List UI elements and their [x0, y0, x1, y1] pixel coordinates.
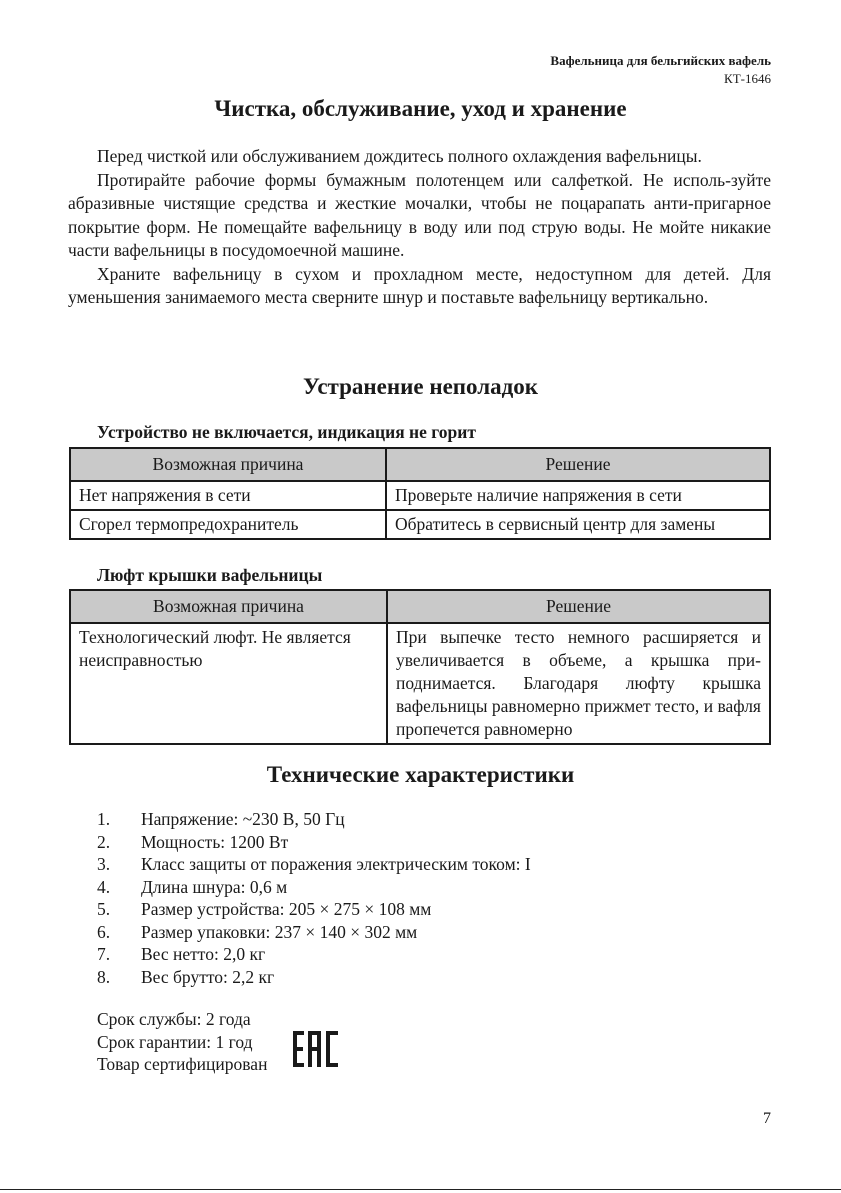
item-number: 1.: [97, 809, 111, 829]
warranty-period: Срок гарантии: 1 год: [97, 1031, 253, 1052]
bottom-divider: [0, 1189, 841, 1190]
item-number: 7.: [97, 944, 111, 964]
table-row: [70, 481, 770, 510]
item-text: Мощность: 1200 Вт: [141, 831, 289, 852]
service-info: [97, 1008, 267, 1076]
item-text: Вес нетто: 2,0 кг: [141, 944, 266, 964]
list-item: [97, 966, 531, 989]
care-text: [68, 145, 771, 310]
solution-cell: При выпечке тесто немного расширяется и увеличивается в объеме, а крышка при-поднимается. Благодаря люфту крышка вафельницы равномерно прижмет тесто, и вафля пропечется равномерно: [387, 623, 770, 744]
column-header-cause: Возможная причина: [70, 448, 386, 481]
care-paragraph: Перед чисткой или обслуживанием дождитесь полного охлаждения вафельницы.: [97, 146, 702, 166]
list-item: [97, 853, 531, 876]
list-item: [97, 921, 531, 944]
item-text: Длина шнура: 0,6 м: [141, 876, 288, 897]
page-header: [550, 52, 771, 88]
cause-cell: Нет напряжения в сети: [70, 481, 386, 510]
item-number: 4.: [97, 876, 111, 897]
table-header-row: [70, 448, 770, 481]
troubleshooting-table: [69, 447, 771, 540]
solution-cell: Проверьте наличие напряжения в сети: [386, 481, 770, 510]
specs-title: Технические характеристики: [266, 762, 575, 787]
page-number: 7: [763, 1110, 771, 1127]
column-header-solution: Решение: [386, 448, 770, 481]
problem-heading: Устройство не включается, индикация не горит: [97, 422, 476, 442]
service-life: Срок службы: 2 года: [97, 1009, 251, 1029]
eac-logo: [293, 1031, 339, 1067]
certification-note: Товар сертифицирован: [97, 1054, 268, 1074]
item-text: Вес брутто: 2,2 кг: [141, 966, 275, 987]
column-header-solution: Решение: [387, 590, 770, 623]
item-number: 2.: [97, 831, 111, 852]
item-text: Размер упаковки: 237 × 140 × 302 мм: [141, 921, 418, 942]
column-header-cause: Возможная причина: [70, 590, 387, 623]
table-header-row: [70, 590, 770, 623]
care-paragraph: Храните вафельницу в сухом и прохладном месте, недоступном для детей. Для уменьшения занимаемого места сверните шнур и поставьте вафельницу вертикально.: [68, 263, 771, 307]
cause-cell: Технологический люфт. Не является неисправностью: [70, 623, 387, 744]
table-row: [70, 510, 770, 539]
item-number: 8.: [97, 966, 111, 987]
item-text: Класс защиты от поражения электрическим током: I: [141, 854, 531, 874]
problem-heading: Люфт крышки вафельницы: [97, 565, 323, 585]
care-title: Чистка, обслуживание, уход и хранение: [214, 96, 627, 121]
product-name: Вафельница для бельгийских вафель: [550, 53, 771, 68]
table-row: [70, 623, 770, 744]
cause-cell: Сгорел термопредохранитель: [70, 510, 386, 539]
solution-cell: Обратитесь в сервисный центр для замены: [386, 510, 770, 539]
care-paragraph: Протирайте рабочие формы бумажным полотенцем или салфеткой. Не исполь-зуйте абразивные чистящие средства и жесткие мочалки, чтобы не поцарапать анти-пригарное покрытие форм. Не помещайте вафельницу в воду или под струю воды. Не мойте никакие части вафельницы в посудомоечной машине.: [68, 169, 771, 260]
model-number: КТ-1646: [724, 71, 771, 86]
specs-list: [97, 808, 531, 988]
item-text: Напряжение: ~230 В, 50 Гц: [141, 809, 345, 829]
item-number: 3.: [97, 854, 111, 874]
item-number: 5.: [97, 899, 111, 919]
item-text: Размер устройства: 205 × 275 × 108 мм: [141, 899, 432, 919]
troubleshooting-table: [69, 589, 771, 745]
troubleshooting-title: Устранение неполадок: [302, 374, 539, 399]
item-number: 6.: [97, 921, 111, 942]
list-item: [97, 808, 531, 831]
list-item: [97, 831, 531, 854]
list-item: [97, 943, 531, 966]
list-item: [97, 876, 531, 899]
list-item: [97, 898, 531, 921]
